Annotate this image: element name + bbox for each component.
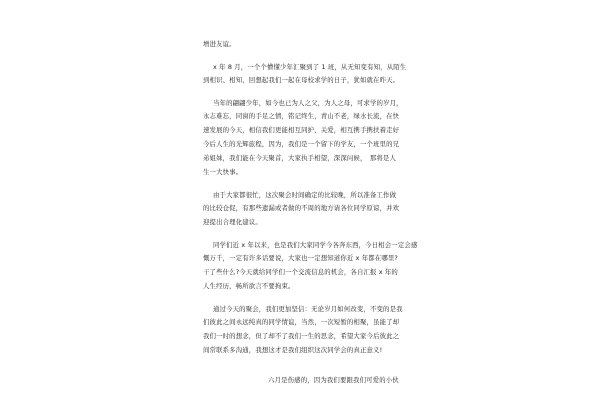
- text-line: 永志难忘，同窗的手足之情，铭记终生，青山不老，绿水长流，在快: [203, 112, 400, 120]
- text-line: 速发展的今天，相信我们更能相互同护、关爱，相互携手携扶着走好: [203, 126, 400, 134]
- text-line: 慨万千，一定有许多话要说，大家也一定想知道你近 x 年都在哪里?: [203, 254, 398, 262]
- text-line: 六月是伤感的，因为我们要跟我们可爱的小伙: [268, 376, 399, 384]
- text-line: 通过今天的聚会，我们更加坚信：无论岁月如何改变，不变的是我: [213, 305, 403, 313]
- text-line: 迎提出合理化建议。: [203, 218, 262, 226]
- text-line: 的比较仓促，有那些遗漏或者做的不周的地方请各位同学原谅，并欢: [203, 204, 400, 212]
- text-line: 增进友谊。: [203, 40, 236, 48]
- text-line: 人生经历，畅所欲言不要拘束。: [203, 282, 295, 290]
- text-line: 弟姐妹，我们能在今天聚首，大家执手相望，深深问候， 那将是人: [203, 154, 397, 162]
- text-line: 我们一时的想念，但了却不了我们一生的思念，希望大家今后彼此之: [203, 332, 400, 340]
- text-line: 们彼此之间永远纯真的同学情谊，当然，一次短暂的相聚，虽能了却: [203, 318, 400, 326]
- text-line: x 年 8 月，一个个懵懂少年汇聚到了 1 班，从无知变有知，从陌生: [213, 63, 407, 71]
- text-line: 由于大家都很忙，这次聚会时间确定的比较晚，所以准备工作做: [213, 191, 397, 199]
- text-line: 间常联系多沟通，我想这才是我们组织这次同学会的真正意义!: [203, 346, 383, 354]
- text-line: 今后人生的光辉旅程，因为，我们是一个留下的学友，一个班里的兄: [203, 140, 400, 148]
- text-line: 当年的翩翩少年，如今也已为人之父，为人之母，可求学的岁月，: [213, 99, 403, 107]
- text-line: 同学们近 x 年以来，也是我们大家同学今各奔东西，今日相会一定会感: [213, 241, 418, 249]
- text-line: 生一大快事。: [203, 168, 243, 176]
- text-line: 到相识、相知，回想起我们一起在母校求学的日子，犹如就在昨天。: [203, 76, 400, 84]
- text-line: 干了些什么?今天就给同学们一个交流信息的机会，各自汇报 x 年的: [203, 268, 398, 276]
